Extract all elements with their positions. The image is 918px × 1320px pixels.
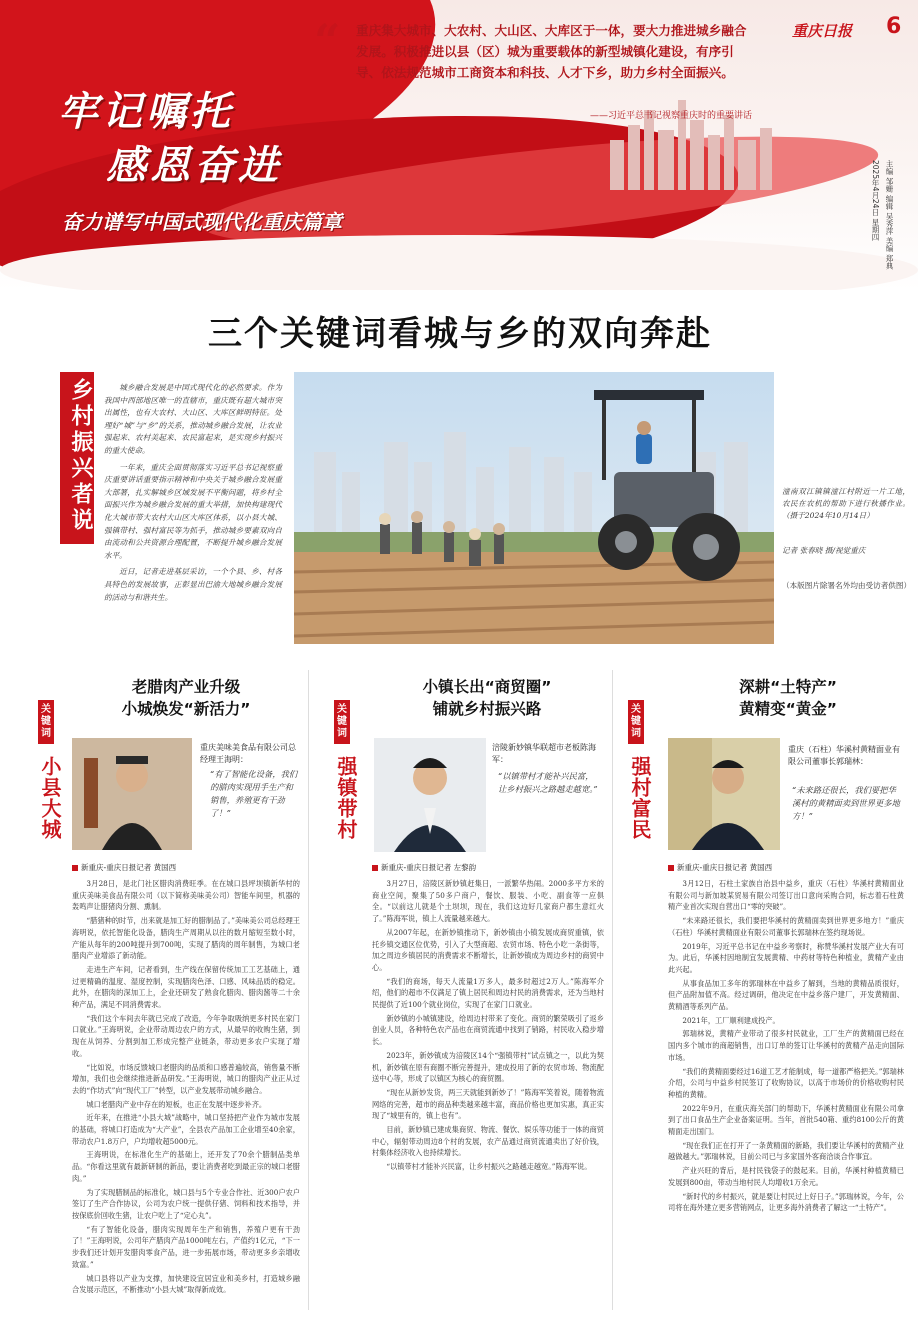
- article-paragraph: 从事食品加工多年的郭瑞林在中益乡了解到，当地的黄精品质很好，但产品附加值不高。经过调研，他决定在中益乡落户建厂，开发黄精面、黄精酒等系列产品。: [668, 978, 904, 1012]
- interviewee-quote: “有了智能化设备，我们的腊肉实现用手生产和销售，养殖更有干劲了！”: [210, 769, 298, 818]
- portrait-photo: [374, 738, 486, 852]
- article-paragraph: “新时代的乡村振兴，就是要让村民过上好日子。”郭瑞林说，今年，公司将在海外建立更多营销网点，让更多海外消费者了解这一“土特产”。: [668, 1191, 904, 1213]
- article-body: [668, 878, 904, 1214]
- keyword-label: 小县大城: [38, 756, 62, 840]
- article-paragraph: 从2007年起，在新妙镇推动下，新妙镇由小镇发展成商贸重镇，依托乡镇交通区位优势，引入了大型商超、农贸市场、特色小吃一条街等，加之周边乡镇居民的消费需求不断增长，让新妙镇成为周边乡村的商贸中心。: [372, 927, 604, 972]
- article-paragraph: 2021年，工厂顺利建成投产。: [682, 1015, 780, 1025]
- article-paragraph: 为了实现腊制品的标准化，城口县与5个专业合作社、近300户农户签订了生产合作协议，公司为农户统一提供仔猪、饲料和技术指导，并按保底价回收生猪，让农户吃上了“定心丸”。: [72, 1187, 300, 1220]
- article-paragraph: 走进生产车间，记者看到，生产线在保留传统加工工艺基础上，通过更精确的温度、湿度控制，实现腊肉色泽、口感、风味品质的稳定。此外，在腊肉的深加工上，企业还研发了熟食化腊肉、腊肉酱等二十余种产品，满足不同消费需求。: [72, 964, 300, 1010]
- keyword-tag: 关键词: [334, 700, 350, 744]
- keyword-tag: 关键词: [38, 700, 54, 744]
- intro-paragraph: 一年来，重庆全面贯彻落实习近平总书记视察重庆重要讲话重要指示精神和中央关于城乡融合发展重大部署，扎实解城乡区域发展不平衡问题，将乡村全面振兴作为城乡融合发展的重大举措，加快构建现代化大城市带大农村大山区大库区体系，以小县大城、强镇带村、强村富民等为抓手，推动城乡要素双向自由流动和公共资源合理配置，不断提升城乡融合发展水平。: [104, 462, 282, 560]
- byline: [668, 862, 772, 873]
- farm-scene-illustration: [294, 372, 774, 644]
- article-paragraph: 产业兴旺的背后，是村民钱袋子的鼓起来。目前，华溪村种植黄精已发展到800亩，带动当地村民人均增收1万余元。: [668, 1166, 904, 1187]
- article-paragraph: “有了智能化设备，腊肉实现周年生产和销售，养殖户更有干劲了！”王海明说，公司年产腊肉产品1000吨左右，产值约1亿元，“下一步我们还计划开发腊肉零食产品，进一步拓展市场，带动更多乡亲增收致富。”: [72, 1224, 300, 1269]
- column-divider: [612, 670, 613, 1310]
- column-title: [76, 676, 296, 720]
- article-paragraph: “我们这个车间去年就已完成了改造，今年争取吸纳更多村民在家门口就业。”王海明说，企业带动周边农户的方式，从最早的收购生猪，到现在从饲养、分割到加工形成完整产业链条，带动更多农户实现了增收。: [72, 1013, 300, 1058]
- article-paragraph: 目前，新妙镇已建成集商贸、物流、餐饮、娱乐等功能于一体的商贸中心，辐射带动周边8个村的发展，农产品通过商贸流通卖出了好价钱，村集体经济收入也持续增长。: [372, 1125, 604, 1158]
- quote-mark-icon: “: [314, 14, 341, 68]
- article-paragraph: 2023年，新妙镇成为涪陵区14个“强镇带村”试点镇之一，以此为契机，新妙镇在原有商圈不断完善提升，建成投用了新的农贸市场、物流配送中心等，形成了以镇区为核心的商贸圈。: [372, 1050, 604, 1084]
- column-title-line2: 小城焕发“新活力”: [121, 700, 251, 718]
- article-paragraph: 3月28日，是北门社区腊肉消费旺季。在在城口县坪坝镇新华村的重庆美味美食品有限公司（以下简称美味美公司）智能车间里，机器的轰鸣声让腊猪肉分割、熏制。: [72, 879, 300, 912]
- photo-credit: 记者 张春晓 摄/视觉重庆: [782, 546, 866, 555]
- banner-subtitle: 奋力谱写中国式现代化重庆篇章: [62, 210, 342, 234]
- byline-marker-icon: [668, 865, 674, 871]
- byline-marker-icon: [72, 865, 78, 871]
- column-divider: [308, 670, 309, 1310]
- byline-marker-icon: [372, 865, 378, 871]
- leader-quote-text: 重庆集大城市、大农村、大山区、大库区于一体，要大力推进城乡融合发展。积极推进以县（区）城为重要载体的新型城镇化建设，有序引导、依法规范城市工商资本和科技、人才下乡，助力乡村全面振兴。: [356, 23, 747, 80]
- keyword-label: 强村富民: [628, 756, 652, 840]
- photo-note: （本版图片除署名外均由受访者供图）: [782, 581, 912, 590]
- banner-slogan-line2: 感恩奋进: [106, 143, 282, 189]
- page-headline: 三个关键词看城与乡的双向奔赴: [208, 314, 712, 354]
- article-paragraph: “我们的黄精面要经过16道工艺才能制成，每一道都严格把关。”郭瑞林介绍，公司与中益乡村民签订了收购协议，以高于市场价的价格收购村民种植的黄精。: [668, 1066, 904, 1099]
- column-qiangzhen-daicun: [312, 660, 610, 1310]
- article-paragraph: “我们的商场，每天人流量1万多人，最多时超过2万人。”陈海军介绍，他们的超市不仅满足了镇上居民和周边村民的消费需求，还为当地村民提供了近100个就业岗位，实现了在家门口就业。: [372, 976, 604, 1010]
- column-xiaoxian-dacheng: [14, 660, 304, 1310]
- byline: [372, 862, 476, 873]
- article-paragraph: “比如说，市场反馈城口老腊肉的品质和口感普遍较高，销售量不断增加，我们也会继续推进新品研发。”王海明说，城口的腊肉产业正从过去的“作坊式”向“现代工厂”转型，以产业发展带动城乡融合。: [72, 1062, 300, 1095]
- interviewee-quote: “以镇带村才能补兴民富，让乡村振兴之路越走越宽。”: [498, 771, 598, 794]
- column-title-line1: 老腊肉产业升级: [131, 678, 241, 696]
- city-skyline-icon: [600, 80, 800, 190]
- column-badge-text: 乡村振兴者说: [68, 378, 93, 534]
- keyword-label: 强镇带村: [334, 756, 358, 840]
- byline-text: 新重庆-重庆日报记者 黄国西: [81, 863, 177, 872]
- interviewee-quote: “未来路还很长，我们要把华溪村的黄精面卖到世界更多地方！”: [792, 785, 900, 821]
- interviewee-name: 重庆美味美食品有限公司总经理王海明：: [200, 743, 296, 764]
- keyword-tag: 关键词: [628, 700, 644, 744]
- person-portrait-icon: [72, 738, 192, 850]
- article-body: [72, 878, 300, 1296]
- page-number: 6: [886, 14, 902, 39]
- banner-slogan-line1: 牢记嘱托: [58, 89, 234, 135]
- main-photo-tractor-field: [294, 372, 774, 644]
- article-paragraph: “现在从新妙发货，两三天就能到新妙了！”陈海军笑着说，随着物流网络的完善，超市的商品种类越来越丰富，商品价格也更加实惠，真正实现了“城里有的，镇上也有”。: [372, 1087, 604, 1121]
- column-title-line2: 黄精变“黄金”: [739, 700, 837, 718]
- byline-text: 新重庆-重庆日报记者 左黎韵: [381, 863, 477, 872]
- article-paragraph: 城口老腊肉产业中存在的短板，也正在发展中逐步补齐。: [86, 1099, 267, 1109]
- person-portrait-icon: [668, 738, 780, 850]
- column-title: [374, 676, 600, 720]
- interviewee-name: 涪陵新妙镇华联超市老板陈海军：: [492, 743, 596, 764]
- article-paragraph: 城口县将以产业为支撑，加快建设宜居宜业和美乡村，打造城乡融合发展示范区，不断推动“小县大城”取得新成效。: [72, 1273, 300, 1295]
- article-paragraph: “现在我们正在打开了一条黄精面的新路，我们要让华溪村的黄精产业越做越大。”郭瑞林说，目前公司已与多家国外客商洽谈合作事宜。: [668, 1140, 904, 1162]
- article-paragraph: “腊猪种的时节，出来就是加工好的腊制品了。”美味美公司总经理王海明说，依托智能化设备，腊肉生产周期从以往的数月缩短至数小时，产能从每年的200吨提升到700吨，实现了腊肉的周年制售，为城口老腊肉产业增添了新动能。: [72, 916, 300, 961]
- article-paragraph: 王海明说，在标准化生产的基础上，还开发了70余个腊制品类单品。“你看这里就有最新研制的新品，要让消费者吃到最正宗的城口老腊肉。”: [72, 1150, 300, 1183]
- editor-credits: 主编 邹姗 编辑 吴秀萍 美编 郑典: [885, 160, 894, 270]
- interviewee-name: 重庆（石柱）华溪村黄精面业有限公司董事长郭瑞林：: [788, 745, 900, 766]
- column-title-line1: 小镇长出“商贸圈”: [422, 678, 552, 696]
- header-banner: [0, 0, 918, 290]
- article-paragraph: 2022年9月，在重庆海关部门的帮助下，华溪村黄精面业有限公司拿到了出口食品生产企业备案证明。当年，首批540箱、重约8100公斤的黄精面走出国门。: [668, 1103, 904, 1137]
- column-title-line2: 铺就乡村振兴路: [432, 700, 542, 718]
- column-title: [672, 676, 904, 720]
- person-portrait-icon: [374, 738, 486, 852]
- article-paragraph: 3月12日，石柱土家族自治县中益乡，重庆（石柱）华溪村黄精面业有限公司与新加坡某贸易有限公司签订出口意向采购合同，标志着石柱黄精产业首次实现自营出口“零的突破”。: [668, 879, 904, 912]
- article-body: [372, 878, 604, 1173]
- intro-paragraph: 近日，记者走进基层采访，一个个县、乡、村各具特色的发展故事，正彰显出巴渝大地城乡融合发展的活动与和谐共生。: [104, 567, 282, 602]
- article-paragraph: 近年来，在推进“小县大城”战略中，城口坚持把产业作为城市发展的基础，将城口打造成为“大产业”，全县农产品加工企业增至40余家，带动农户1.8万户，户均增收超5000元。: [72, 1113, 300, 1146]
- byline: [72, 862, 176, 873]
- photo-caption: 潼南双江镇镇潼江村附近一片工地，农民在农机的帮助下进行秋播作业。（摄于2024年10月14日）: [782, 487, 910, 520]
- article-paragraph: 郭瑞林说，黄精产业带动了很多村民就业，工厂生产的黄精面已经在国内多个城市的商超销售，出口订单的签订让华溪村的黄精产品走向国际市场。: [668, 1029, 904, 1062]
- intro-paragraph: 城乡融合发展是中国式现代化的必然要求。作为我国中西部地区唯一的直辖市，重庆既有超大城市突出属性，也有大农村、大山区、大库区鲜明特征。处理好“城”与“乡”的关系，推动城乡融合发展，让农业强起来、农村美起来、农民富起来，是实现乡村振兴的重大使命。: [104, 383, 282, 455]
- portrait-photo: [72, 738, 192, 850]
- column-title-line1: 深耕“土特产”: [739, 678, 837, 696]
- newspaper-masthead: 重庆日报: [792, 22, 853, 40]
- intro-text: [104, 382, 282, 604]
- column-badge: [60, 372, 94, 544]
- article-paragraph: 新妙镇的小城镇建设，给周边村带来了变化。商贸的繁荣吸引了返乡创业人员，各种特色农产品也在商贸流通中找到了销路，村民收入稳步增长。: [372, 1013, 604, 1047]
- article-paragraph: 3月27日，涪陵区新妙镇赶集日，一派繁华热闹。2000多平方米的商业空间，聚集了50多户商户，餐饮、服装、小吃、副食等一应俱全。“以前这儿就是个土坝坝，现在，我们这边好几家商户都生意红火了。”陈海军说，镇上人流量越来越大。: [372, 879, 604, 924]
- portrait-photo: [668, 738, 780, 850]
- article-paragraph: “未来路还很长，我们要把华溪村的黄精面卖到世界更多地方！”重庆（石柱）华溪村黄精面业有限公司董事长郭瑞林在签约现场说。: [668, 916, 904, 937]
- article-paragraph: 2019年，习近平总书记在中益乡考察时，称赞华溪村发展产业大有可为。此后，华溪村因地制宜发展黄精、中药材等特色种植业，黄精产业由此兴起。: [668, 941, 904, 974]
- issue-date: 2025年4月24日 星期四: [871, 160, 880, 241]
- article-paragraph: “以镇带村才能补兴民富，让乡村振兴之路越走越宽。”陈海军说。: [386, 1162, 592, 1172]
- column-qiangcun-fumin: [616, 660, 912, 1310]
- leader-quote-source: ——习近平总书记视察重庆时的重要讲话: [589, 111, 752, 121]
- byline-text: 新重庆-重庆日报记者 黄国西: [677, 863, 773, 872]
